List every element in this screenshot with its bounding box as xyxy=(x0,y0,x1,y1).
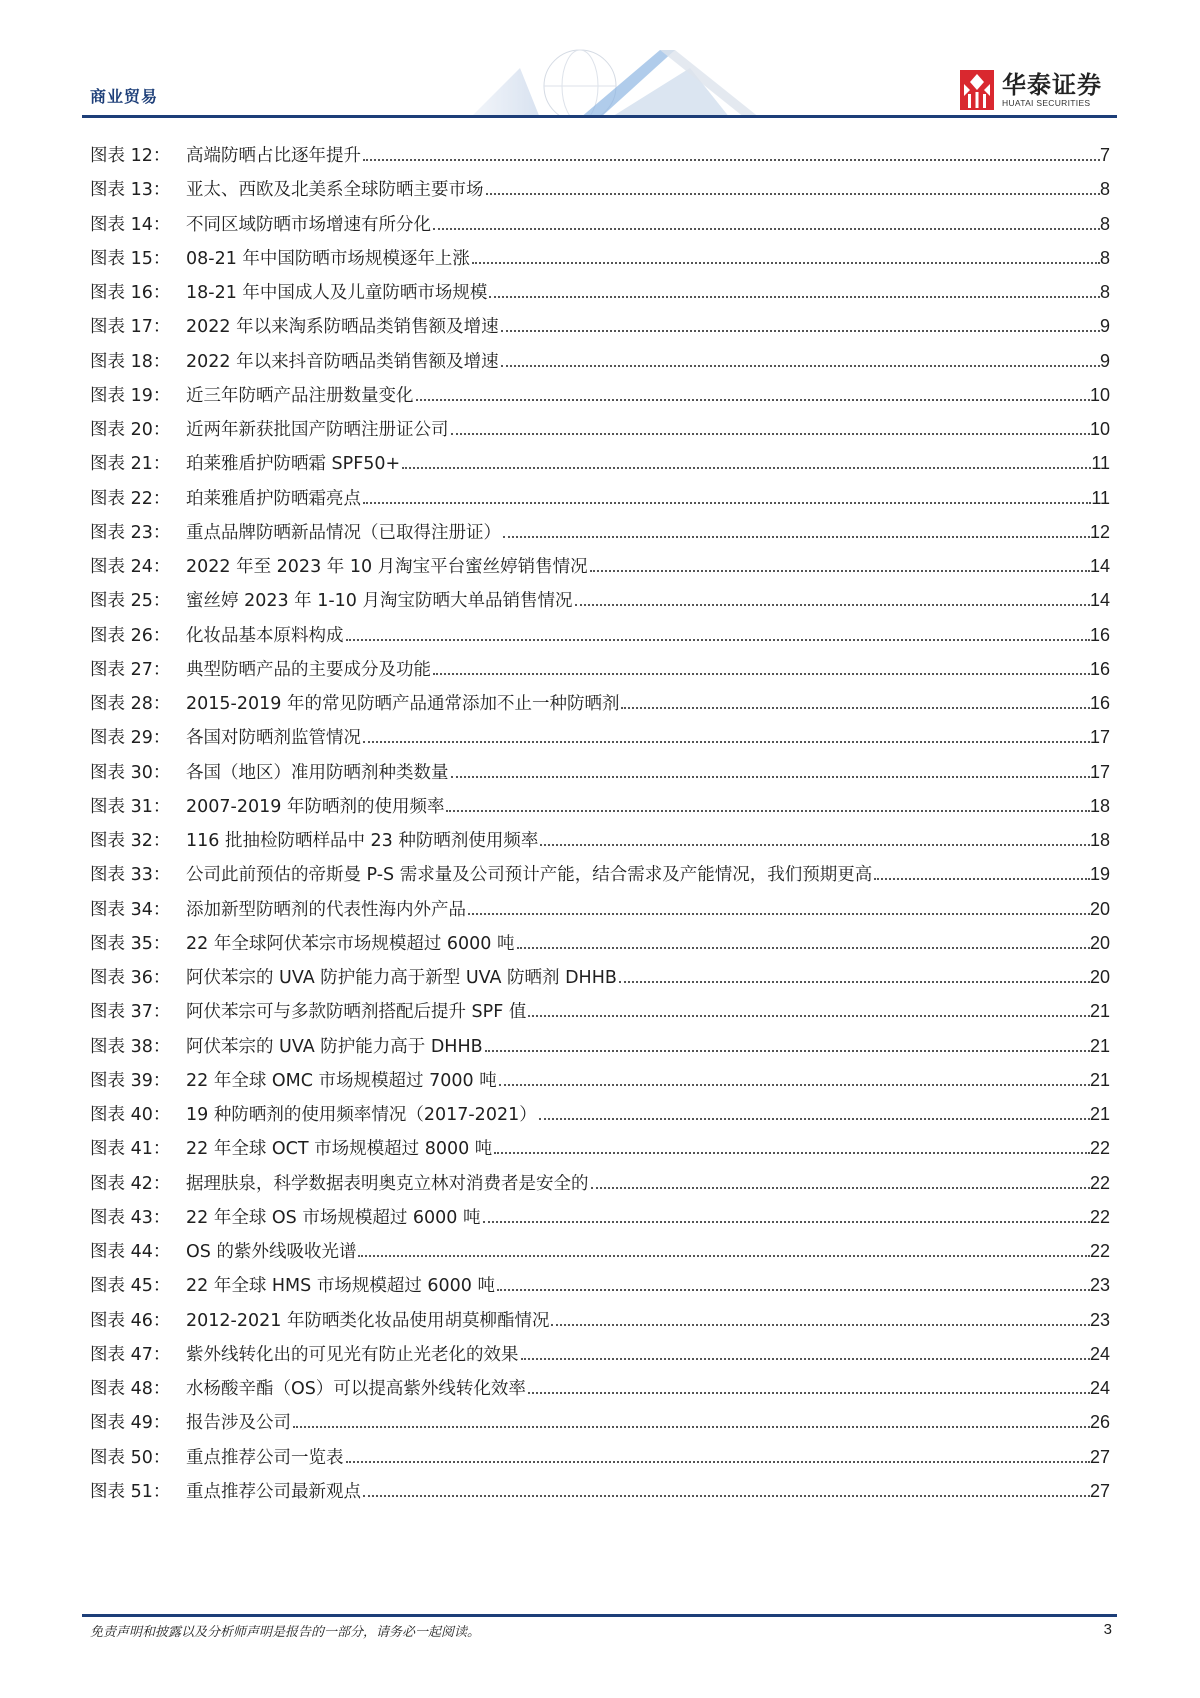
dot-leader xyxy=(501,365,1100,367)
dot-leader xyxy=(551,1324,1090,1326)
page-ref[interactable]: 20 xyxy=(1089,898,1110,919)
figure-label: 图表 40： xyxy=(90,1105,171,1125)
toc-entry[interactable] xyxy=(90,138,1110,172)
huatai-logo xyxy=(960,70,1102,110)
figure-title[interactable]: 重点推荐公司最新观点 xyxy=(186,1481,361,1502)
page-ref[interactable]: 11 xyxy=(1091,453,1110,474)
footer-disclaimer: 免责声明和披露以及分析师声明是报告的一部分，请务必一起阅读。 xyxy=(90,1625,481,1640)
figure-title[interactable]: OS 的紫外线吸收光谱 xyxy=(186,1242,357,1262)
huatai-logo-mark-icon xyxy=(960,70,994,110)
toc-entry[interactable] xyxy=(90,1131,1110,1165)
page-ref[interactable]: 18 xyxy=(1089,795,1110,816)
figure-label: 图表 31： xyxy=(90,796,171,817)
page-ref[interactable]: 8 xyxy=(1099,179,1110,200)
footer-divider xyxy=(82,1614,1117,1617)
page-number: 3 xyxy=(1103,1621,1112,1638)
toc-entry[interactable] xyxy=(90,755,1110,789)
figure-title[interactable]: 22 年全球 OS 市场规模超过 6000 吨 xyxy=(186,1207,481,1228)
figure-title[interactable]: 高端防晒占比逐年提升 xyxy=(186,146,361,166)
figure-title[interactable]: 据理肤泉，科学数据表明奥克立林对消费者是安全的 xyxy=(186,1173,589,1194)
toc-entry[interactable] xyxy=(90,1337,1110,1371)
figure-title[interactable]: 珀莱雅盾护防晒霜亮点 xyxy=(186,488,361,509)
page-ref[interactable]: 17 xyxy=(1089,761,1110,782)
figure-label: 图表 46： xyxy=(90,1310,171,1331)
figure-label: 图表 51： xyxy=(90,1481,171,1502)
dot-leader xyxy=(402,467,1091,469)
toc-entry[interactable] xyxy=(90,344,1110,378)
dot-leader xyxy=(590,570,1090,572)
page-ref[interactable]: 22 xyxy=(1089,1241,1110,1261)
figure-label: 图表 21： xyxy=(90,454,171,475)
toc-entry[interactable] xyxy=(90,1063,1110,1097)
figure-label: 图表 14： xyxy=(90,214,171,235)
page-ref[interactable]: 10 xyxy=(1089,384,1110,405)
figure-title[interactable]: 化妆品基本原料构成 xyxy=(186,625,344,646)
page-ref[interactable]: 11 xyxy=(1091,487,1110,508)
toc-entry[interactable] xyxy=(90,275,1110,309)
page-ref[interactable]: 14 xyxy=(1089,590,1110,611)
figure-title[interactable]: 公司此前预估的帝斯曼 P-S 需求量及公司预计产能，结合需求及产能情况，我们预期更高 xyxy=(186,865,873,886)
toc-entry[interactable] xyxy=(90,1029,1110,1063)
page-ref[interactable]: 23 xyxy=(1089,1275,1110,1296)
dot-leader xyxy=(446,810,1090,812)
dot-leader xyxy=(528,1015,1090,1017)
figure-title[interactable]: 2022 年以来淘系防晒品类销售额及增速 xyxy=(186,317,499,338)
toc-entry[interactable] xyxy=(90,549,1110,583)
dot-leader xyxy=(363,1495,1090,1497)
dot-leader xyxy=(293,1426,1090,1428)
dot-leader xyxy=(517,947,1090,949)
section-title: 商业贸易 xyxy=(90,87,159,106)
page-ref[interactable]: 17 xyxy=(1089,727,1110,748)
dot-leader xyxy=(539,1118,1090,1120)
dot-leader xyxy=(416,399,1090,401)
figure-title[interactable]: 08-21 年中国防晒市场规模逐年上涨 xyxy=(186,248,470,269)
figure-label: 图表 29： xyxy=(90,728,171,749)
dot-leader xyxy=(619,981,1090,983)
figure-title[interactable]: 22 年全球 HMS 市场规模超过 6000 吨 xyxy=(186,1276,495,1297)
figure-label: 图表 16： xyxy=(90,283,171,303)
figure-label: 图表 39： xyxy=(90,1070,171,1091)
page-ref[interactable]: 20 xyxy=(1089,967,1110,987)
dot-leader xyxy=(451,433,1090,435)
logo-english-name: HUATAI SECURITIES xyxy=(1002,98,1091,108)
toc-entry[interactable] xyxy=(90,241,1110,275)
dot-leader xyxy=(621,707,1090,709)
page-ref[interactable]: 24 xyxy=(1089,1343,1110,1364)
toc-entry[interactable] xyxy=(90,1474,1110,1508)
dot-leader xyxy=(468,913,1090,915)
toc-entry[interactable] xyxy=(90,172,1110,206)
toc-entry[interactable] xyxy=(90,1371,1110,1405)
figure-title[interactable]: 2022 年以来抖音防晒品类销售额及增速 xyxy=(186,351,499,372)
figure-title[interactable]: 19 种防晒剂的使用频率情况（2017-2021） xyxy=(186,1105,537,1125)
page-ref[interactable]: 14 xyxy=(1089,556,1110,576)
toc-entry[interactable] xyxy=(90,652,1110,686)
figure-label: 图表 19： xyxy=(90,385,171,406)
toc-entry[interactable] xyxy=(90,1440,1110,1474)
logo-chinese-name: 华泰证券 xyxy=(1002,71,1102,99)
figure-title[interactable]: 紫外线转化出的可见光有防止光老化的效果 xyxy=(186,1344,519,1365)
figure-title[interactable]: 亚太、西欧及北美系全球防晒主要市场 xyxy=(186,180,484,201)
dot-leader xyxy=(346,639,1090,641)
figure-index-list xyxy=(90,138,1110,1508)
toc-entry[interactable] xyxy=(90,1200,1110,1234)
dot-leader xyxy=(499,1084,1090,1086)
figure-label: 图表 18： xyxy=(90,351,171,372)
page-ref[interactable]: 8 xyxy=(1099,213,1110,234)
dot-leader xyxy=(497,1289,1090,1291)
figure-label: 图表 30： xyxy=(90,762,171,783)
page-ref[interactable]: 12 xyxy=(1089,521,1110,542)
page-ref[interactable]: 22 xyxy=(1089,1172,1110,1193)
figure-title[interactable]: 阿伏苯宗的 UVA 防护能力高于新型 UVA 防晒剂 DHHB xyxy=(186,968,617,988)
figure-label: 图表 37： xyxy=(90,1002,171,1023)
page-ref[interactable]: 21 xyxy=(1089,1069,1110,1090)
dot-leader xyxy=(363,741,1090,743)
dot-leader xyxy=(472,262,1100,264)
page-ref[interactable]: 22 xyxy=(1089,1138,1110,1159)
page-ref[interactable]: 21 xyxy=(1089,1104,1110,1124)
figure-label: 图表 41： xyxy=(90,1139,171,1160)
dot-leader xyxy=(363,502,1091,504)
figure-title[interactable]: 各国对防晒剂监管情况 xyxy=(186,728,361,749)
toc-entry[interactable] xyxy=(90,481,1110,515)
figure-label: 图表 36： xyxy=(90,968,171,988)
page-ref[interactable]: 21 xyxy=(1089,1035,1110,1056)
figure-label: 图表 13： xyxy=(90,180,171,201)
dot-leader xyxy=(346,1461,1090,1463)
toc-entry[interactable] xyxy=(90,1268,1110,1302)
figure-label: 图表 34： xyxy=(90,899,171,920)
toc-entry[interactable] xyxy=(90,1234,1110,1268)
dot-leader xyxy=(874,878,1090,880)
figure-label: 图表 43： xyxy=(90,1207,171,1228)
figure-label: 图表 12： xyxy=(90,146,171,166)
figure-label: 图表 33： xyxy=(90,865,171,886)
figure-label: 图表 26： xyxy=(90,625,171,646)
figure-title[interactable]: 典型防晒产品的主要成分及功能 xyxy=(186,659,431,680)
figure-title[interactable]: 各国（地区）准用防晒剂种类数量 xyxy=(186,762,449,783)
page-ref[interactable]: 27 xyxy=(1089,1480,1110,1501)
figure-title[interactable]: 18-21 年中国成人及儿童防晒市场规模 xyxy=(186,283,488,303)
toc-entry[interactable] xyxy=(90,926,1110,960)
dot-leader xyxy=(528,1392,1090,1394)
toc-entry[interactable] xyxy=(90,412,1110,446)
figure-title[interactable]: 22 年全球 OCT 市场规模超过 8000 吨 xyxy=(186,1139,493,1160)
page-ref[interactable]: 8 xyxy=(1099,282,1110,302)
toc-entry[interactable] xyxy=(90,857,1110,891)
figure-label: 图表 35： xyxy=(90,933,171,954)
page-ref[interactable]: 27 xyxy=(1089,1446,1110,1467)
figure-title[interactable]: 近三年防晒产品注册数量变化 xyxy=(186,385,414,406)
toc-entry[interactable] xyxy=(90,960,1110,994)
page-ref[interactable]: 21 xyxy=(1089,1001,1110,1022)
page-ref[interactable]: 8 xyxy=(1099,247,1110,268)
figure-label: 图表 45： xyxy=(90,1276,171,1297)
dot-leader xyxy=(485,1050,1090,1052)
dot-leader xyxy=(494,1152,1090,1154)
toc-entry[interactable] xyxy=(90,207,1110,241)
figure-title[interactable]: 116 批抽检防晒样品中 23 种防晒剂使用频率 xyxy=(186,831,539,851)
figure-title[interactable]: 重点品牌防晒新品情况（已取得注册证） xyxy=(186,522,501,543)
dot-leader xyxy=(433,228,1100,230)
toc-entry[interactable] xyxy=(90,823,1110,857)
figure-title[interactable]: 近两年新获批国产防晒注册证公司 xyxy=(186,420,449,440)
toc-entry[interactable] xyxy=(90,1166,1110,1200)
figure-label: 图表 38： xyxy=(90,1036,171,1057)
figure-label: 图表 42： xyxy=(90,1173,171,1194)
dot-leader xyxy=(591,1187,1090,1189)
figure-title[interactable]: 重点推荐公司一览表 xyxy=(186,1447,344,1468)
dot-leader xyxy=(540,844,1090,846)
page-ref[interactable]: 10 xyxy=(1089,419,1110,439)
figure-label: 图表 15： xyxy=(90,248,171,269)
figure-label: 图表 28： xyxy=(90,694,171,714)
figure-label: 图表 50： xyxy=(90,1447,171,1468)
page-ref[interactable]: 23 xyxy=(1089,1309,1110,1330)
figure-title[interactable]: 2015-2019 年的常见防晒产品通常添加不止一种防晒剂 xyxy=(186,694,620,714)
figure-title[interactable]: 2012-2021 年防晒类化妆品使用胡莫柳酯情况 xyxy=(186,1310,550,1331)
figure-label: 图表 17： xyxy=(90,317,171,338)
page-ref[interactable]: 16 xyxy=(1089,693,1110,713)
page-ref[interactable]: 22 xyxy=(1089,1206,1110,1227)
figure-label: 图表 24： xyxy=(90,557,171,577)
page-header xyxy=(0,0,1200,120)
toc-entry[interactable] xyxy=(90,309,1110,343)
toc-entry[interactable] xyxy=(90,1303,1110,1337)
figure-title[interactable]: 报告涉及公司 xyxy=(186,1413,291,1434)
figure-label: 图表 44： xyxy=(90,1242,171,1262)
page-ref[interactable]: 16 xyxy=(1089,624,1110,645)
figure-label: 图表 27： xyxy=(90,659,171,680)
toc-entry[interactable] xyxy=(90,446,1110,480)
page-ref[interactable]: 9 xyxy=(1099,350,1110,371)
figure-label: 图表 49： xyxy=(90,1413,171,1434)
header-divider xyxy=(82,115,1117,118)
toc-entry[interactable] xyxy=(90,618,1110,652)
figure-label: 图表 22： xyxy=(90,488,171,509)
toc-entry[interactable] xyxy=(90,583,1110,617)
dot-leader xyxy=(433,673,1090,675)
dot-leader xyxy=(489,296,1100,298)
toc-entry[interactable] xyxy=(90,789,1110,823)
page-ref[interactable]: 24 xyxy=(1089,1378,1110,1398)
dot-leader xyxy=(575,604,1090,606)
figure-label: 图表 20： xyxy=(90,420,171,440)
page-ref[interactable]: 16 xyxy=(1089,658,1110,679)
dot-leader xyxy=(501,330,1100,332)
figure-title[interactable]: 添加新型防晒剂的代表性海内外产品 xyxy=(186,899,466,920)
dot-leader xyxy=(363,159,1100,161)
dot-leader xyxy=(483,1221,1090,1223)
toc-entry[interactable] xyxy=(90,892,1110,926)
toc-entry[interactable] xyxy=(90,686,1110,720)
figure-title[interactable]: 珀莱雅盾护防晒霜 SPF50+ xyxy=(186,454,401,475)
figure-label: 图表 47： xyxy=(90,1344,171,1365)
figure-label: 图表 23： xyxy=(90,522,171,543)
toc-entry[interactable] xyxy=(90,994,1110,1028)
page-ref[interactable]: 19 xyxy=(1089,864,1110,885)
figure-label: 图表 32： xyxy=(90,831,171,851)
figure-title[interactable]: 2007-2019 年防晒剂的使用频率 xyxy=(186,796,445,817)
page-ref[interactable]: 7 xyxy=(1099,145,1110,165)
toc-entry[interactable] xyxy=(90,1097,1110,1131)
figure-title[interactable]: 2022 年至 2023 年 10 月淘宝平台蜜丝婷销售情况 xyxy=(186,557,588,577)
figure-title[interactable]: 22 年全球阿伏苯宗市场规模超过 6000 吨 xyxy=(186,933,515,954)
figure-title[interactable]: 阿伏苯宗的 UVA 防护能力高于 DHHB xyxy=(186,1036,483,1057)
dot-leader xyxy=(486,193,1100,195)
page-ref[interactable]: 26 xyxy=(1089,1412,1110,1433)
page-ref[interactable]: 18 xyxy=(1089,830,1110,850)
toc-entry[interactable] xyxy=(90,720,1110,754)
figure-label: 图表 48： xyxy=(90,1379,171,1399)
figure-title[interactable]: 阿伏苯宗可与多款防晒剂搭配后提升 SPF 值 xyxy=(186,1002,527,1023)
page-ref[interactable]: 20 xyxy=(1089,932,1110,953)
globe-decoration-icon xyxy=(460,48,780,118)
figure-title[interactable]: 水杨酸辛酯（OS）可以提高紫外线转化效率 xyxy=(186,1379,526,1399)
dot-leader xyxy=(358,1255,1090,1257)
page-ref[interactable]: 9 xyxy=(1099,316,1110,337)
figure-title[interactable]: 不同区域防晒市场增速有所分化 xyxy=(186,214,431,235)
toc-entry[interactable] xyxy=(90,515,1110,549)
dot-leader xyxy=(451,776,1090,778)
dot-leader xyxy=(503,536,1090,538)
figure-title[interactable]: 22 年全球 OMC 市场规模超过 7000 吨 xyxy=(186,1070,497,1091)
figure-title[interactable]: 蜜丝婷 2023 年 1-10 月淘宝防晒大单品销售情况 xyxy=(186,591,573,612)
toc-entry[interactable] xyxy=(90,1405,1110,1439)
toc-entry[interactable] xyxy=(90,378,1110,412)
figure-label: 图表 25： xyxy=(90,591,171,612)
dot-leader xyxy=(521,1358,1090,1360)
